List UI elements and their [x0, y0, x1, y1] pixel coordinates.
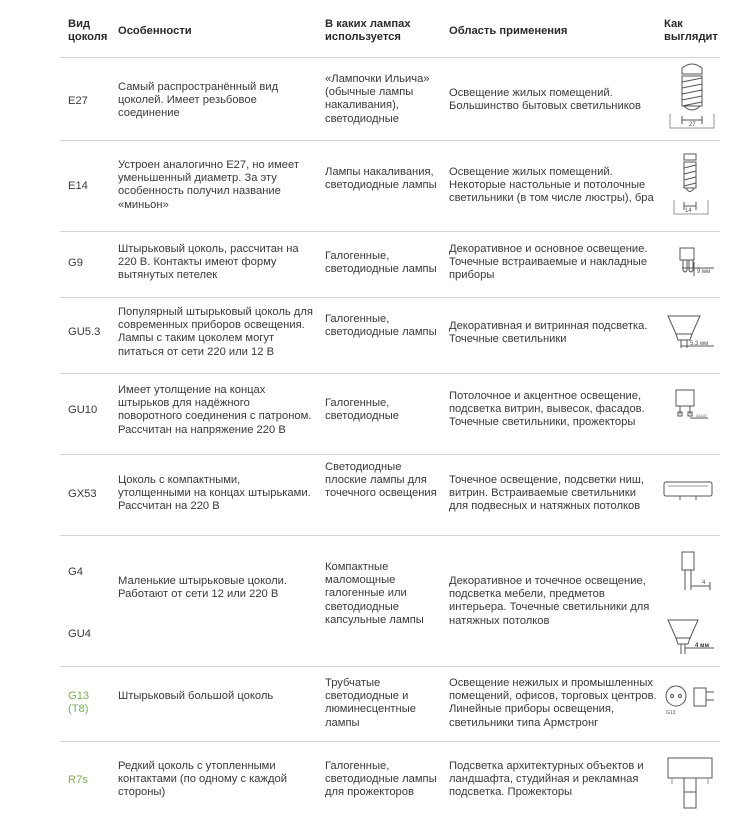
base-features: Популярный штырьковый цоколь для современных приборов освещения. Лампы с таким цоколем могут питаться от сети 220 или 12 В [118, 306, 313, 358]
base-lamps: Галогенные, светодиодные лампы [325, 313, 437, 339]
base-lamps: «Лампочки Ильича» (обычные лампы накаливания), светодиодные [325, 73, 430, 125]
gx53-base-icon [660, 474, 716, 506]
base-name[interactable]: G13 (T8) [68, 690, 90, 716]
r7s-base-icon [662, 748, 720, 822]
divider [60, 57, 720, 58]
base-lamps: Трубчатые светодиодные и люминесцентные лампы [325, 677, 416, 729]
header-application: Область применения [449, 25, 568, 37]
base-name: GX53 [68, 488, 97, 500]
base-features: Редкий цоколь с утопленными контактами (по одному с каждой стороны) [118, 760, 288, 799]
header-features: Особенности [118, 25, 192, 37]
base-application: Точечное освещение, подсветки ниш, витрин. Встраиваемые светильники для подвесных и натяжных потолков [449, 474, 644, 513]
header-look: Как выглядит [664, 18, 718, 44]
divider [60, 297, 720, 298]
base-name[interactable]: R7s [68, 774, 88, 786]
gu4-dimension-label: 4 мм [695, 643, 709, 649]
divider [60, 140, 720, 141]
base-application: Декоративная и витринная подсветка. Точечные светильники [449, 320, 648, 346]
base-name: E27 [68, 95, 88, 107]
base-lamps: Галогенные, светодиодные [325, 397, 399, 423]
g4-base-icon [664, 548, 720, 596]
base-application: Подсветка архитектурных объектов и ландшафта, студийная и рекламная подсветка. Прожекторы [449, 760, 644, 799]
e27-base-icon [664, 62, 720, 134]
header-lamps: В каких лампах используется [325, 18, 411, 44]
gu10-dimension-label: GU10 [696, 413, 707, 418]
divider [60, 535, 720, 536]
base-features: Штырьковый цоколь, рассчитан на 220 В. Контакты имеют форму вытянутых петелек [118, 243, 299, 282]
divider [60, 666, 720, 667]
base-application: Освещение жилых помещений. Некоторые настольные и потолочные светильники (в том числе люстры), бра [449, 166, 654, 205]
base-lamps: Светодиодные плоские лампы для точечного освещения [325, 461, 437, 500]
header-base-type: Вид цоколя [68, 18, 108, 44]
base-features: Цоколь с компактными, утолщенными на концах штырьками. Рассчитан на 220 В [118, 474, 311, 513]
divider [60, 454, 720, 455]
g9-base-icon [664, 240, 720, 288]
gu10-base-icon [664, 384, 720, 432]
base-lamps: Галогенные, светодиодные лампы для прожекторов [325, 760, 437, 799]
gu53-dimension-label: 5.3 мм [690, 341, 709, 347]
gu53-base-icon [664, 308, 720, 356]
base-name: G9 [68, 257, 83, 269]
base-name: GU10 [68, 404, 98, 416]
base-features: Маленькие штырьковые цоколи. Работают от сети 12 или 220 В [118, 575, 288, 601]
base-application: Освещение жилых помещений. Большинство бытовых светильников [449, 87, 641, 113]
base-features: Имеет утолщение на концах штырьков для надёжного поворотного соединения с патроном. Рассчитан на напряжение 220 В [118, 384, 312, 436]
base-name: G4 [68, 566, 83, 578]
e27-dimension-label: 27 [689, 122, 696, 128]
base-application: Декоративное и основное освещение. Точечные встраиваемые и накладные приборы [449, 243, 648, 282]
base-lamps: Лампы накаливания, светодиодные лампы [325, 166, 437, 192]
base-application: Декоративное и точечное освещение, подсветка мебели, предметов интерьера. Точечные светильники для натяжных потолков [449, 575, 650, 627]
g13-dimension-label: G13 [666, 710, 676, 716]
g13-base-icon [662, 680, 720, 720]
divider [60, 231, 720, 232]
gu4-base-icon [664, 614, 720, 662]
base-application: Потолочное и акцентное освещение, подсветка витрин, вывесок, фасадов. Точечные светильники, прожекторы [449, 390, 645, 429]
base-name-secondary: GU4 [68, 628, 92, 640]
e14-dimension-label: 14 [685, 208, 692, 214]
base-features: Штырьковый большой цоколь [118, 690, 274, 702]
base-application: Освещение нежилых и промышленных помещений, офисов, торговых центров. Линейные приборы освещения, светильники типа Армстронг [449, 677, 657, 729]
base-features: Самый распространённый вид цоколей. Имеет резьбовое соединение [118, 81, 279, 120]
base-features: Устроен аналогично E27, но имеет уменьшенный диаметр. За эту особенность получил название «миньон» [118, 159, 299, 211]
base-name: GU5.3 [68, 326, 101, 338]
base-lamps: Компактные маломощные галогенные или светодиодные капсульные лампы [325, 561, 424, 626]
g9-dimension-label: 9 мм [697, 269, 711, 275]
base-name: E14 [68, 180, 88, 192]
divider [60, 741, 720, 742]
g4-dimension-label: 4 [702, 580, 706, 586]
divider [60, 373, 720, 374]
e14-base-icon [664, 148, 720, 220]
base-lamps: Галогенные, светодиодные лампы [325, 250, 437, 276]
